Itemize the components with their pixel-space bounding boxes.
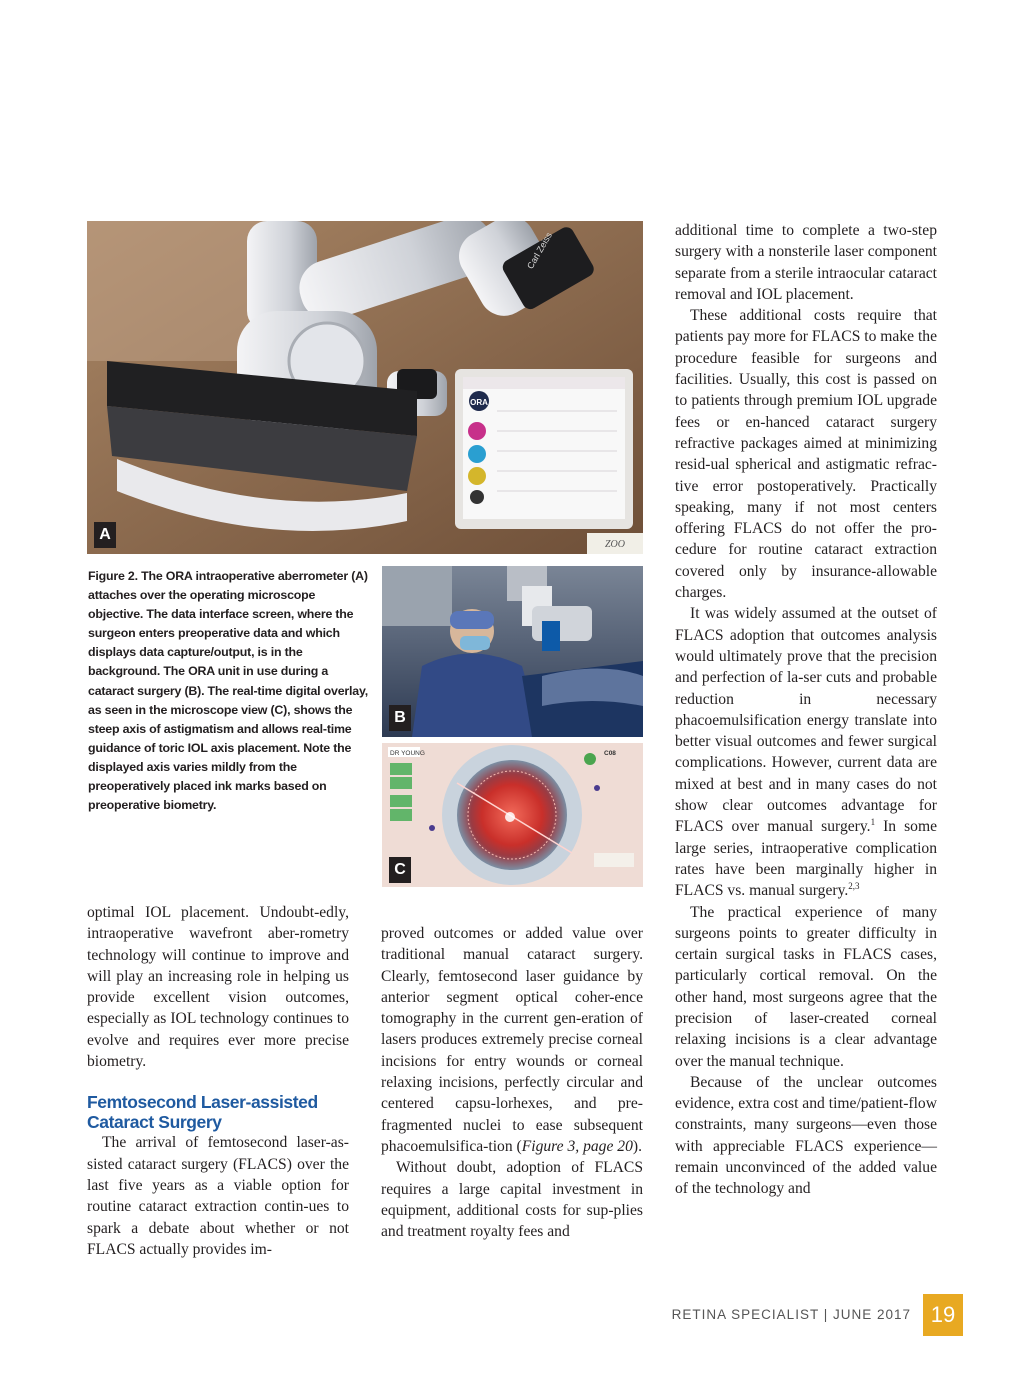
- figure-photo-a: [87, 221, 643, 554]
- footer-publication: RETINA SPECIALIST | JUNE 2017: [671, 1307, 911, 1322]
- section-heading: [87, 1092, 349, 1132]
- page-number: 19: [923, 1294, 963, 1336]
- col3-paragraph-4: The practical experience of many surgeons points to greater difficulty in certain surgical tasks in FLACS cases, particularly cortical removal. On the other hand, most surgeons agree that the precision of laser-created corneal relaxing incisions is a clear advantage over the manual technique.: [675, 903, 937, 1070]
- col1-paragraph-1: optimal IOL placement. Undoubt-edly, intraoperative wavefront aber-rometry technology will continue to improve and will play an increasing role in helping us provide excellent vision outcomes, especially as IOL technology continues to evolve and requires ever more precise biometry.: [87, 904, 349, 1071]
- col1-paragraph-2: The arrival of femtosecond laser-as-sisted cataract surgery (FLACS) over the last five years as a viable option for routine cataract extraction contin-ues to spark a debate about whether or not FLACS actually provides im-: [87, 1134, 349, 1258]
- ora-logo: ORA: [470, 398, 488, 407]
- photo-c-illustration: [382, 743, 643, 887]
- section-heading-line-1: Femtosecond Laser-assisted: [87, 1092, 318, 1113]
- figure-photo-c: [382, 743, 643, 887]
- col3-paragraph-1: additional time to complete a two-step surgery with a nonsterile laser component separate from a sterile intraocular cataract removal and IOL placement.: [675, 222, 937, 303]
- citation-1: 1: [870, 817, 876, 828]
- figure-label-b: B: [389, 705, 411, 731]
- col3-paragraph-3: [675, 603, 937, 901]
- photo-b-illustration: [382, 566, 643, 737]
- col3-paragraph-5: Because of the unclear outcomes evidence, extra cost and time/patient-flow constraints, many surgeons—even those with appreciable FLACS experience—remain unconvinced of the added value of the technology and: [675, 1073, 937, 1198]
- col2-paragraph-2: Without doubt, adoption of FLACS requires a large capital investment in equipment, additional costs for sup-plies and treatment royalty fees and: [381, 1159, 643, 1241]
- col2-paragraph-1: [381, 923, 643, 1157]
- figure-caption: Figure 2. The ORA intraoperative aberrometer (A) attaches over the operating microscope objective. The data interface screen, where the surgeon enters preoperative data and which displays data capture/output, is in the background. The ORA unit in use during a cataract surgery (B). The real-time digital overlay, as seen in the microscope view (C), shows the steep axis of astigmatism and allows real-time guidance of toric IOL axis placement. Note the displayed axis varies mildly from the preoperatively placed ink marks based on preoperative biometry.: [88, 569, 368, 813]
- col3-paragraph-3-text-2: In some large series, intraoperative complication rates have been marginally higher in FLACS vs. manual surgery.: [675, 818, 937, 900]
- citation-2-3: 2,3: [848, 881, 860, 892]
- sticky-note: ZOO: [605, 539, 626, 550]
- section-heading-line-2: Cataract Surgery: [87, 1112, 222, 1133]
- col2-paragraph-1-text: proved outcomes or added value over traditional manual cataract surgery. Clearly, femtosecond laser guidance by anterior segment optical coher-ence tomography in the current gen-eration of lasers produces extremely precise corneal incisions for entry wounds or corneal relaxing incisions, perfectly circular and centered capsu-lorhexes, and pre-fragmented nuclei to ease subsequent phacoemulsifica-tion (: [381, 925, 643, 1155]
- photo-a-illustration: [87, 221, 643, 554]
- brand-label: Carl Zeiss: [525, 230, 554, 271]
- overlay-code: C08: [604, 750, 616, 757]
- col3-paragraph-2: These additional costs require that patients pay more for FLACS to make the procedure feasible for surgeons and facilities. Usually, this cost is passed on to patients through premium IOL upgrade fees or en-hanced cataract surgery refractive packages aimed at minimizing resid-ual spherical and astigmatic refrac-tive error postoperatively. Practically speaking, many if not most centers offering FLACS do not offer the pro-cedure for routine cataract extraction covered only by insurance-allowable charges.: [675, 307, 938, 602]
- figure-label-a: A: [94, 522, 116, 548]
- column-1: [87, 902, 349, 1260]
- figure-photo-b: [382, 566, 643, 737]
- figure-3-reference: Figure 3, page 20: [521, 1137, 633, 1155]
- column-2: [381, 923, 643, 1242]
- overlay-name: DR YOUNG: [390, 750, 425, 757]
- col2-paragraph-1-end: ).: [632, 1137, 642, 1155]
- column-3: [675, 220, 937, 1200]
- figure-label-c: C: [389, 857, 411, 883]
- col3-paragraph-3-text: It was widely assumed at the outset of FLACS adoption that outcomes analysis would ultimately prove that the precision and perfection of la-ser cuts and probable reduction in necessary phacoemulsification energy translate into better visual outcomes and fewer surgical complications. However, current data are mixed at best and in many cases do not show clear outcomes advantage for FLACS over manual surgery.: [675, 605, 937, 836]
